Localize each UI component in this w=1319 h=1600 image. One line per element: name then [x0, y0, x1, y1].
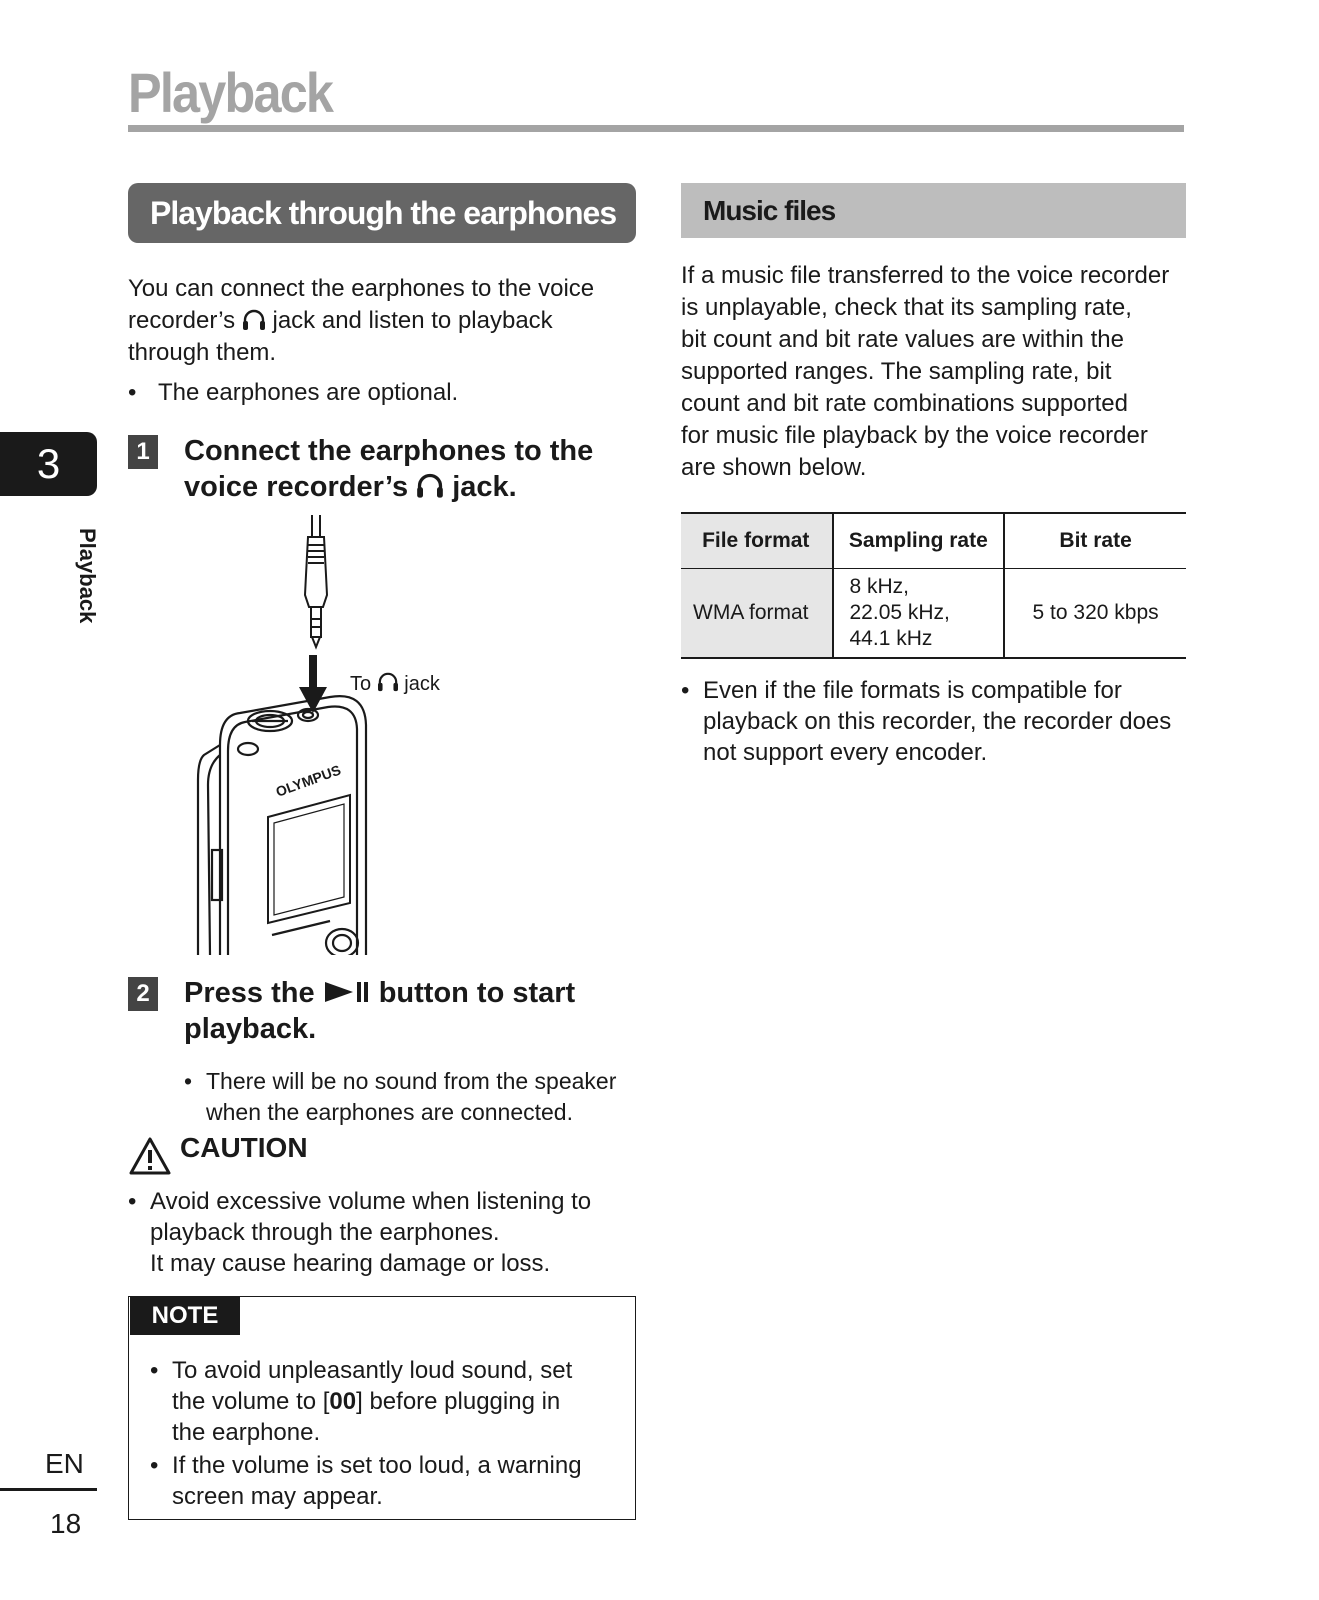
music-intro-text — [681, 260, 1191, 484]
headphone-icon — [416, 473, 444, 499]
intro-line: You can connect the earphones to the voice — [128, 275, 595, 302]
section-title-music-files: Music files — [681, 183, 1186, 238]
insert-arrow — [299, 655, 327, 713]
headphone-icon — [377, 672, 399, 692]
chapter-side-label — [34, 528, 100, 628]
play-pause-icon — [323, 980, 371, 1004]
recorder-brand: OLYMPUS — [273, 761, 343, 800]
note-bullet-2: • If the volume is set too loud, a warning screen may appear. — [150, 1452, 582, 1510]
table-header-file-format: File format — [681, 513, 833, 569]
compatibility-bullet: • Even if the file formats is compatible for playback on this recorder, the recorder does not support every encoder. — [681, 677, 1172, 766]
note-label: NOTE — [130, 1297, 240, 1335]
step-1-number: 1 — [128, 435, 158, 469]
music-intro-line: If a music file transferred to the voice recorder — [681, 262, 1170, 289]
note-bullet-1: • To avoid unpleasantly loud sound, set the volume to [00] before plugging in the earphone. — [150, 1357, 573, 1446]
chapter-tab: 3 — [0, 432, 97, 496]
music-intro-line: count and bit rate combinations supported — [681, 390, 1128, 417]
page-number: 18 — [50, 1508, 82, 1539]
jack-callout: To jack — [350, 673, 440, 695]
intro-line: through them. — [128, 339, 277, 366]
music-intro-line: are shown below. — [681, 454, 867, 481]
step-2-number: 2 — [128, 977, 158, 1011]
step-1-text: Connect the earphones to the voice recorder’s jack. — [184, 435, 594, 503]
recorder-illustration — [190, 515, 450, 955]
intro-line: recorder’s jack and listen to playback — [128, 307, 553, 334]
format-table — [681, 512, 1186, 659]
page-title: Playback — [128, 61, 333, 124]
recorder-body — [198, 696, 366, 955]
table-header-bit-rate: Bit rate — [1004, 513, 1186, 569]
step-2-text: Press the button to start playback. — [184, 977, 576, 1045]
language-label: EN — [45, 1448, 84, 1479]
title-rule — [128, 125, 1184, 132]
section-title-earphones: Playback through the earphones — [128, 183, 636, 243]
music-intro-line: is unplayable, check that its sampling rate, — [681, 294, 1132, 321]
earphone-plug — [305, 515, 327, 647]
optional-bullet: • The earphones are optional. — [128, 379, 459, 406]
intro-text — [128, 273, 628, 369]
music-intro-line: supported ranges. The sampling rate, bit — [681, 358, 1112, 385]
music-intro-line: bit count and bit rate values are within the — [681, 326, 1124, 353]
caution-bullet: • Avoid excessive volume when listening to playback through the earphones. It may cause hearing damage or loss. — [128, 1188, 592, 1277]
table-cell-sampling-rate: 8 kHz, 22.05 kHz, 44.1 kHz — [833, 569, 1005, 659]
table-header-sampling-rate: Sampling rate — [833, 513, 1005, 569]
table-row — [681, 569, 1186, 659]
table-cell-format: WMA format — [681, 569, 833, 659]
table-header-row — [681, 513, 1186, 569]
warning-triangle-icon — [128, 1136, 172, 1176]
step-2-bullet: • There will be no sound from the speaker when the earphones are connected. — [184, 1068, 617, 1125]
music-intro-line: for music file playback by the voice recorder — [681, 422, 1148, 449]
caution-title: CAUTION — [180, 1132, 308, 1163]
chapter-side-label-text: Playback — [75, 528, 100, 624]
language-rule — [0, 1488, 97, 1491]
headphone-icon — [242, 309, 266, 331]
table-cell-bit-rate: 5 to 320 kbps — [1004, 569, 1186, 659]
